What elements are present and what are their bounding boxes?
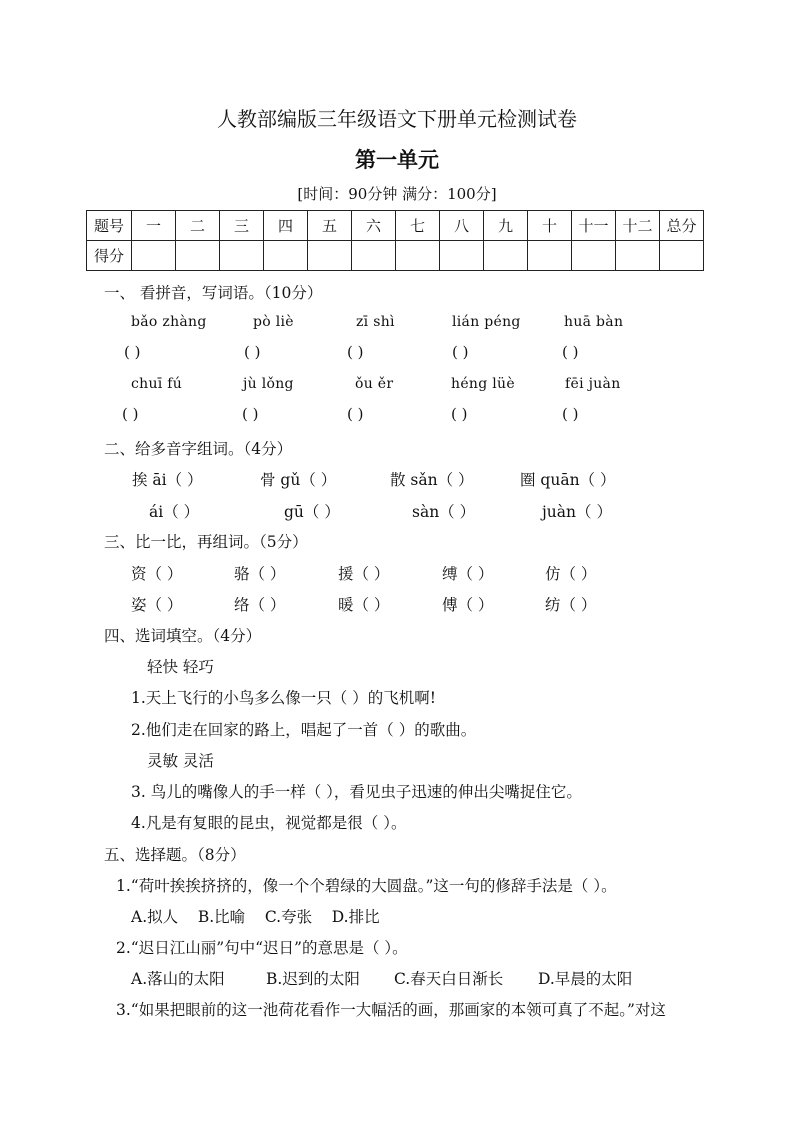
pinyin-item: lián péng	[452, 314, 521, 330]
score-cell[interactable]	[308, 241, 352, 271]
score-cell[interactable]	[484, 241, 528, 271]
score-cell[interactable]	[396, 241, 440, 271]
answer-blank[interactable]: ( )	[451, 405, 468, 423]
pinyin-item: ǒu ěr	[355, 376, 394, 392]
score-table-col: 七	[396, 211, 440, 241]
score-cell[interactable]	[352, 241, 396, 271]
answer-blank[interactable]: ( )	[347, 343, 364, 361]
score-table-col: 十二	[616, 211, 660, 241]
pinyin-item: zī shì	[356, 314, 395, 330]
pinyin-item: bǎo zhàng	[131, 314, 207, 330]
option-c: C.春天白日渐长	[394, 970, 504, 988]
polyphone-item: 圈 quān（ ）	[520, 471, 616, 489]
score-table-col: 十	[528, 211, 572, 241]
score-table-col: 十一	[572, 211, 616, 241]
compare-item: 络（ ）	[234, 596, 286, 614]
section-5-heading: 五、选择题。（8分）	[104, 846, 246, 864]
question-text: 4.凡是有复眼的昆虫，视觉都是很（ ）。	[131, 814, 407, 832]
compare-item: 资（ ）	[131, 565, 183, 583]
pinyin-item: huā bàn	[564, 314, 624, 330]
option-a: A.落山的太阳	[131, 970, 225, 988]
score-table-col: 三	[220, 211, 264, 241]
score-table-col: 四	[264, 211, 308, 241]
answer-blank[interactable]: ( )	[562, 343, 579, 361]
compare-item: 骆（ ）	[234, 565, 286, 583]
polyphone-item: juàn（ ）	[542, 503, 612, 521]
score-table-col: 一	[132, 211, 176, 241]
score-cell[interactable]	[176, 241, 220, 271]
score-table-col: 六	[352, 211, 396, 241]
option-d: D.早晨的太阳	[538, 970, 633, 988]
polyphone-item: ái（ ）	[149, 503, 200, 521]
section-4-heading: 四、选词填空。（4分）	[104, 627, 262, 645]
compare-item: 纺（ ）	[545, 596, 597, 614]
score-cell[interactable]	[572, 241, 616, 271]
question-text: 1.“荷叶挨挨挤挤的，像一个个碧绿的大圆盘。”这一句的修辞手法是（ ）。	[116, 877, 617, 895]
word-choices: 灵敏 灵活	[147, 752, 214, 770]
pinyin-item: fēi juàn	[565, 376, 621, 392]
score-cell[interactable]	[660, 241, 704, 271]
score-cell[interactable]	[616, 241, 660, 271]
pinyin-item: pò liè	[253, 314, 294, 330]
compare-item: 援（ ）	[338, 565, 390, 583]
compare-item: 姿（ ）	[131, 596, 183, 614]
section-3-heading: 三、比一比，再组词。（5分）	[104, 533, 308, 551]
score-table-col: 八	[440, 211, 484, 241]
polyphone-item: 挨 āi（ ）	[132, 471, 203, 489]
score-table-col: 总分	[660, 211, 704, 241]
score-table-col: 五	[308, 211, 352, 241]
compare-item: 暖（ ）	[338, 596, 390, 614]
compare-item: 缚（ ）	[442, 565, 494, 583]
score-cell[interactable]	[264, 241, 308, 271]
score-cell[interactable]	[132, 241, 176, 271]
score-table-score-label: 得分	[87, 241, 132, 271]
score-cell[interactable]	[220, 241, 264, 271]
question-text: 3.“如果把眼前的这一池荷花看作一大幅活的画，那画家的本领可真了不起。”对这	[116, 1001, 666, 1019]
compare-item: 傅（ ）	[442, 596, 494, 614]
polyphone-item: 骨 gǔ（ ）	[260, 471, 337, 489]
answer-blank[interactable]: ( )	[244, 343, 261, 361]
score-table-score-row	[87, 241, 704, 271]
exam-meta: [时间：90分钟 满分：100分]	[297, 185, 497, 203]
score-table-head-label: 题号	[87, 211, 132, 241]
answer-blank[interactable]: ( )	[122, 405, 139, 423]
answer-blank[interactable]: ( )	[124, 343, 141, 361]
pinyin-item: chuī fú	[131, 376, 183, 392]
polyphone-item: gū（ ）	[284, 503, 340, 521]
question-text: 1.天上飞行的小鸟多么像一只（ ）的飞机啊!	[131, 689, 436, 707]
compare-item: 仿（ ）	[545, 565, 597, 583]
word-choices: 轻快 轻巧	[147, 658, 214, 676]
polyphone-item: sàn（ ）	[412, 503, 476, 521]
pinyin-item: héng lüè	[451, 376, 515, 392]
score-cell[interactable]	[440, 241, 484, 271]
exam-title: 人教部编版三年级语文下册单元检测试卷	[217, 107, 577, 131]
score-table-col: 二	[176, 211, 220, 241]
score-table	[86, 210, 704, 271]
answer-blank[interactable]: ( )	[347, 405, 364, 423]
answer-blank[interactable]: ( )	[242, 405, 259, 423]
question-text: 3. 鸟儿的嘴像人的手一样（ ），看见虫子迅速的伸出尖嘴捉住它。	[131, 783, 582, 801]
pinyin-item: jù lǒng	[243, 376, 294, 392]
question-text: 2.“迟日江山丽”句中“迟日”的意思是（ ）。	[116, 939, 408, 957]
answer-blank[interactable]: ( )	[452, 343, 469, 361]
question-text: 2.他们走在回家的路上，唱起了一首（ ）的歌曲。	[131, 721, 477, 739]
score-cell[interactable]	[528, 241, 572, 271]
score-table-col: 九	[484, 211, 528, 241]
answer-options: A.拟人 B.比喻 C.夸张 D.排比	[131, 908, 380, 926]
answer-blank[interactable]: ( )	[562, 405, 579, 423]
score-table-header-row	[87, 211, 704, 241]
polyphone-item: 散 sǎn（ ）	[390, 471, 474, 489]
section-1-heading: 一、 看拼音，写词语。（10分）	[104, 284, 323, 302]
section-2-heading: 二、给多音字组词。（4分）	[104, 440, 293, 458]
option-b: B.迟到的太阳	[266, 970, 360, 988]
unit-title: 第一单元	[355, 147, 439, 172]
